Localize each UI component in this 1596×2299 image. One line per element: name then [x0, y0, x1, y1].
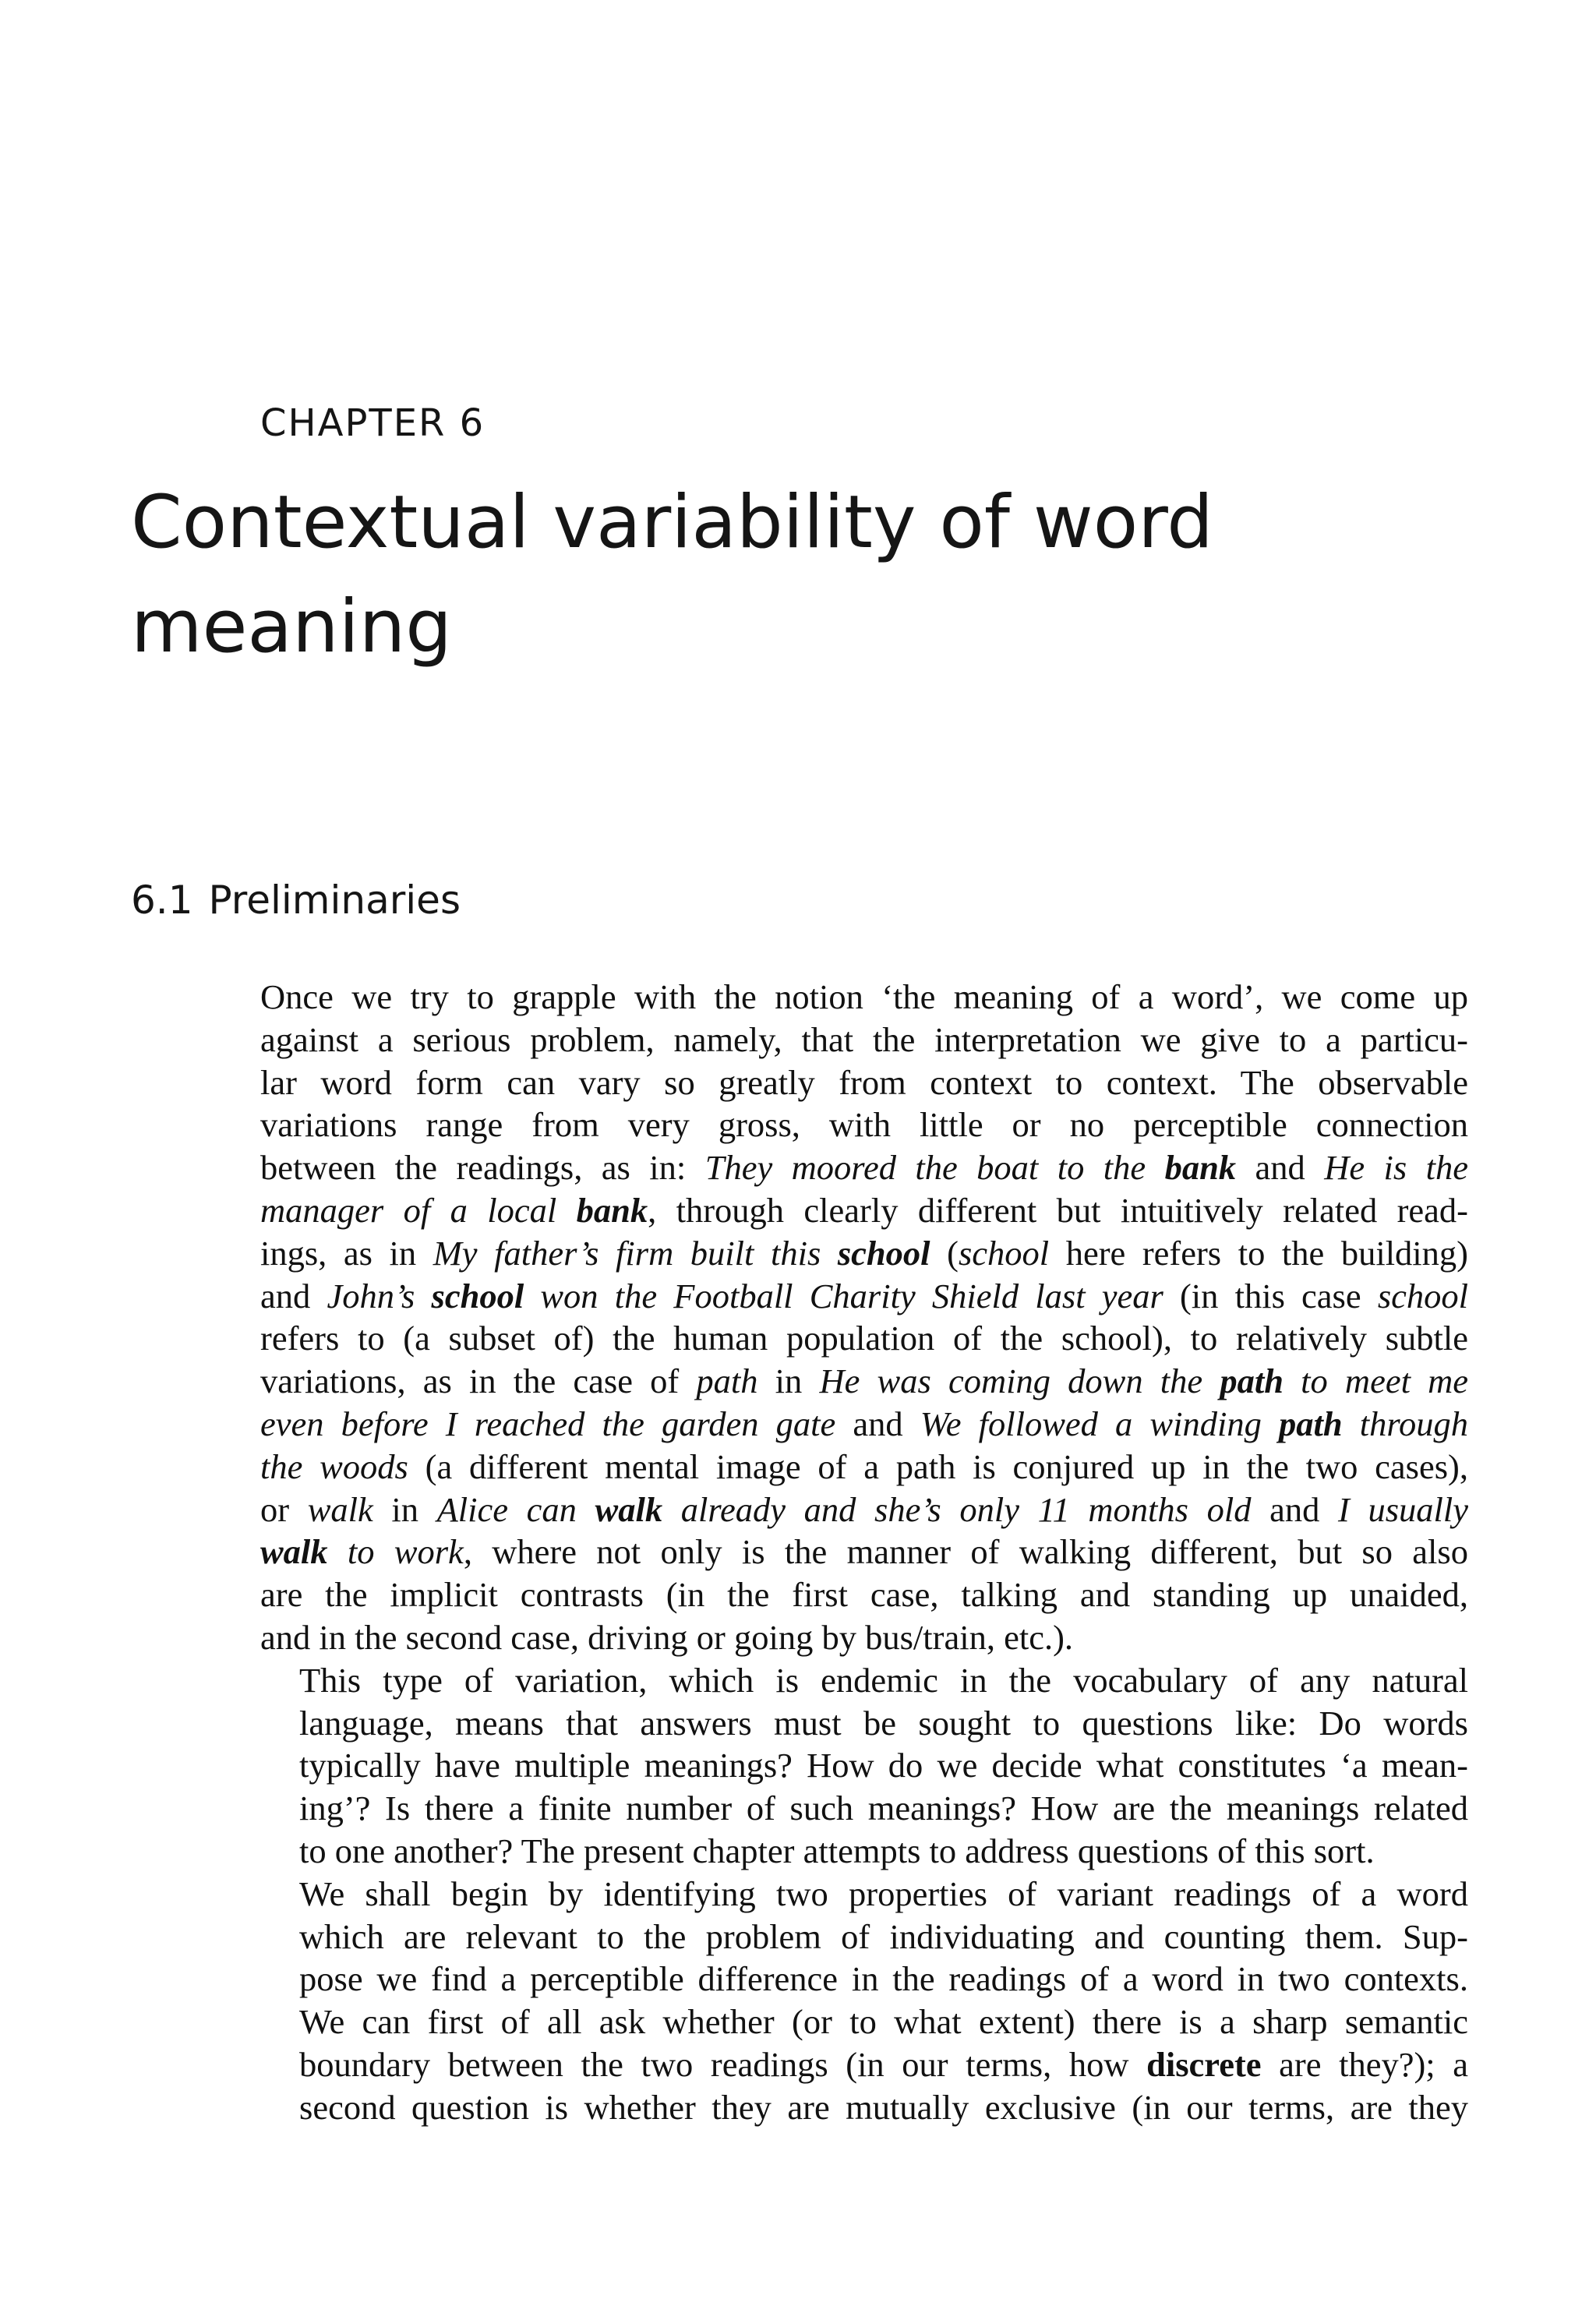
text-line: second question is whether they are mutually exclusive (in our terms, are they: [299, 2087, 1468, 2127]
text-line: against a serious problem, namely, that the interpretation we give to a particu-: [260, 1019, 1468, 1059]
chapter-title: [131, 471, 1456, 680]
paragraph-2: [260, 1659, 1468, 1873]
text-line: variations range from very gross, with little or no perceptible connection: [260, 1105, 1468, 1145]
text-line: boundary between the two readings (in our terms, how discrete are they?); a: [299, 2044, 1468, 2084]
text-line: We can first of all ask whether (or to what extent) there is a sharp semantic: [299, 2002, 1468, 2042]
text-line: Once we try to grapple with the notion ‘the meaning of a word’, we come up: [260, 977, 1468, 1016]
text-line: and in the second case, driving or going by bus/train, etc.).: [260, 1617, 1074, 1657]
text-line: ing’? Is there a finite number of such meanings? How are the meanings related: [299, 1789, 1468, 1828]
body-text: [260, 976, 1468, 2129]
text-line: pose we find a perceptible difference in the readings of a word in two contexts.: [299, 1959, 1468, 1999]
text-line: language, means that answers must be sought to questions like: Do words: [299, 1703, 1468, 1743]
chapter-title-line-1: Contextual variability of word: [131, 480, 1213, 565]
text-line: walk to work, where not only is the manner of walking different, but so also: [260, 1532, 1468, 1572]
text-line: ings, as in My father’s firm built this school (school here refers to the building): [260, 1233, 1468, 1273]
text-line: refers to (a subset of) the human population of the school), to relatively subtle: [260, 1319, 1468, 1358]
chapter-label: CHAPTER 6: [260, 401, 486, 445]
text-line: and John’s school won the Football Charity Shield last year (in this case school: [260, 1276, 1468, 1315]
text-line: between the readings, as in: They moored the boat to the bank and He is the: [260, 1148, 1468, 1188]
section-heading: [131, 878, 461, 923]
text-line: typically have multiple meanings? How do we decide what constitutes ‘a mean-: [299, 1746, 1468, 1785]
section-title: Preliminaries: [208, 878, 461, 923]
text-line: or walk in Alice can walk already and she’s only 11 months old and I usually: [260, 1489, 1468, 1529]
text-line: are the implicit contrasts (in the first case, talking and standing up unaided,: [260, 1575, 1468, 1615]
paragraph-3: [260, 1873, 1468, 2129]
chapter-title-line-2: meaning: [131, 584, 452, 669]
text-line: manager of a local bank, through clearly different but intuitively related read-: [260, 1190, 1468, 1230]
text-line: the woods (a different mental image of a path is conjured up in the two cases),: [260, 1446, 1468, 1486]
section-number: 6.1: [131, 878, 193, 923]
text-line: to one another? The present chapter attempts to address questions of this sort.: [299, 1831, 1375, 1870]
text-line: lar word form can vary so greatly from context to context. The observable: [260, 1062, 1468, 1102]
text-line: This type of variation, which is endemic in the vocabulary of any natural: [299, 1660, 1468, 1700]
text-line: variations, as in the case of path in He was coming down the path to meet me: [260, 1361, 1468, 1401]
text-line: which are relevant to the problem of individuating and counting them. Sup-: [299, 1916, 1468, 1956]
paragraph-1: [260, 976, 1468, 1659]
text-line: even before I reached the garden gate and We followed a winding path through: [260, 1404, 1469, 1443]
text-line: We shall begin by identifying two properties of variant readings of a word: [299, 1873, 1468, 1913]
